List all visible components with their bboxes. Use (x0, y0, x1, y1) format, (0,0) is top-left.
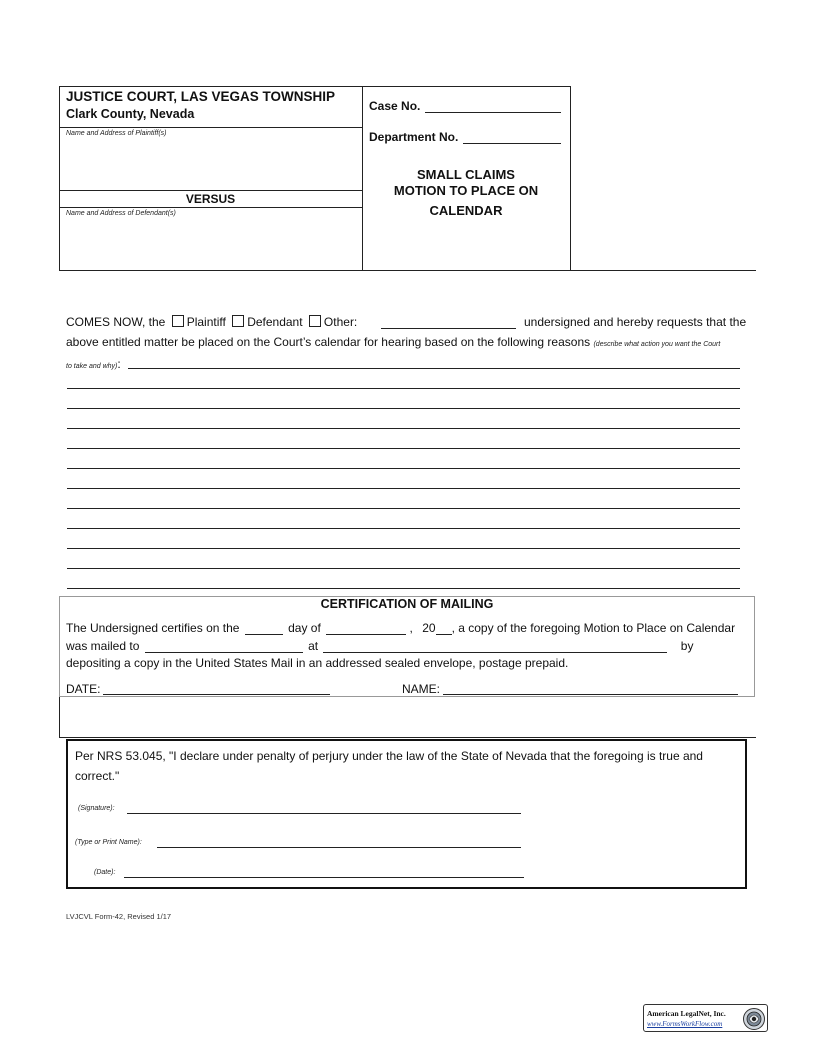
header-versus-bottom (59, 207, 362, 208)
header-top-border (59, 86, 570, 87)
county-name: Clark County, Nevada (66, 107, 195, 121)
motion-text-after: undersigned and hereby requests that the (523, 315, 747, 329)
cert-text-3: , (409, 621, 413, 635)
defendant-field[interactable] (60, 220, 361, 269)
cert-text-4: 20 (422, 621, 436, 635)
reason-line[interactable] (67, 388, 740, 389)
other-field[interactable] (381, 316, 516, 329)
header-court-divider (59, 127, 362, 128)
header-bottom-border (59, 270, 756, 271)
case-no-field[interactable] (425, 112, 561, 113)
other-checkbox[interactable] (309, 315, 321, 327)
declaration-date-label: (Date): (94, 869, 116, 876)
comes-now-text: COMES NOW, the (66, 315, 166, 329)
cert-address-field[interactable] (323, 640, 667, 653)
title-line-1: SMALL CLAIMS (417, 167, 515, 182)
print-name-field[interactable] (157, 847, 521, 848)
court-name: JUSTICE COURT, LAS VEGAS TOWNSHIP (66, 89, 336, 104)
title-line-2: MOTION TO PLACE ON (393, 183, 539, 198)
signature-field[interactable] (127, 813, 521, 814)
reason-line[interactable] (67, 508, 740, 509)
cert-line-2 (66, 639, 693, 653)
cert-text-9: depositing a copy in the United States Mail in an addressed sealed envelope, postage prepaid. (66, 656, 569, 670)
plaintiff-label: Name and Address of Plaintiff(s) (66, 130, 167, 137)
motion-line-1 (66, 315, 746, 329)
header-right-border (570, 86, 571, 270)
declaration-text-b: correct." (75, 769, 120, 783)
cert-mailed-to-field[interactable] (145, 640, 303, 653)
reason-line[interactable] (67, 548, 740, 549)
form-title (362, 166, 570, 220)
reason-line[interactable] (67, 488, 740, 489)
motion-text-line2: above entitled matter be placed on the Court’s calendar for hearing based on the following reasons (66, 335, 591, 349)
cert-year-field[interactable] (436, 622, 452, 635)
cert-date-label: DATE: (66, 682, 101, 696)
department-label: Department No. (369, 130, 459, 144)
plaintiff-option-label: Plaintiff (186, 315, 226, 329)
cert-text-2: day of (288, 621, 321, 635)
cert-text-8: by (680, 639, 694, 653)
declaration-date-field[interactable] (124, 877, 524, 878)
publisher-logo (643, 1004, 768, 1032)
motion-line-3 (66, 355, 121, 373)
cert-date-field[interactable] (103, 694, 330, 695)
reason-line[interactable] (128, 368, 740, 369)
department-field[interactable] (463, 143, 561, 144)
print-name-label: (Type or Print Name): (75, 839, 142, 846)
other-option-label: Other: (323, 315, 358, 329)
cert-name-label: NAME: (402, 682, 441, 696)
publisher-url: www.FormsWorkFlow.com (647, 1020, 723, 1028)
plaintiff-checkbox[interactable] (172, 315, 184, 327)
motion-colon: : (117, 357, 121, 371)
defendant-label: Name and Address of Defendant(s) (66, 210, 176, 217)
motion-hint-a: (describe what action you want the Court (593, 341, 721, 348)
header-versus-top (59, 190, 362, 191)
title-line-3: CALENDAR (429, 203, 503, 218)
separator-rule (59, 737, 756, 738)
declaration-text-a: Per NRS 53.045, "I declare under penalty of perjury under the law of the State of Nevada that the foregoing is true and (75, 749, 703, 763)
reason-line[interactable] (67, 568, 740, 569)
defendant-option-label: Defendant (247, 315, 303, 329)
form-id: LVJCVL Form-42, Revised 1/17 (66, 912, 172, 921)
globe-icon (742, 1007, 766, 1031)
cert-name-field[interactable] (443, 694, 738, 695)
cert-text-7: at (308, 639, 319, 653)
certification-title: CERTIFICATION OF MAILING (320, 597, 494, 611)
motion-hint-b: to take and why) (66, 363, 118, 370)
reason-line[interactable] (67, 588, 740, 589)
cert-line-1 (66, 621, 735, 635)
reason-line[interactable] (67, 468, 740, 469)
motion-line-2 (66, 335, 720, 349)
reason-line[interactable] (67, 408, 740, 409)
cert-month-field[interactable] (326, 622, 406, 635)
reason-line[interactable] (67, 428, 740, 429)
plaintiff-field[interactable] (60, 140, 361, 189)
case-no-label: Case No. (369, 99, 421, 113)
cert-text-1: The Undersigned certifies on the (66, 621, 240, 635)
reason-line[interactable] (67, 528, 740, 529)
separator-left (59, 697, 60, 737)
cert-day-field[interactable] (245, 622, 283, 635)
publisher-name: American LegalNet, Inc. (647, 1009, 726, 1018)
cert-text-6: was mailed to (66, 639, 140, 653)
defendant-checkbox[interactable] (232, 315, 244, 327)
reason-line[interactable] (67, 448, 740, 449)
versus-label: VERSUS (185, 192, 236, 206)
signature-label: (Signature): (78, 805, 115, 812)
cert-text-5: , a copy of the foregoing Motion to Place on Calendar (451, 621, 736, 635)
